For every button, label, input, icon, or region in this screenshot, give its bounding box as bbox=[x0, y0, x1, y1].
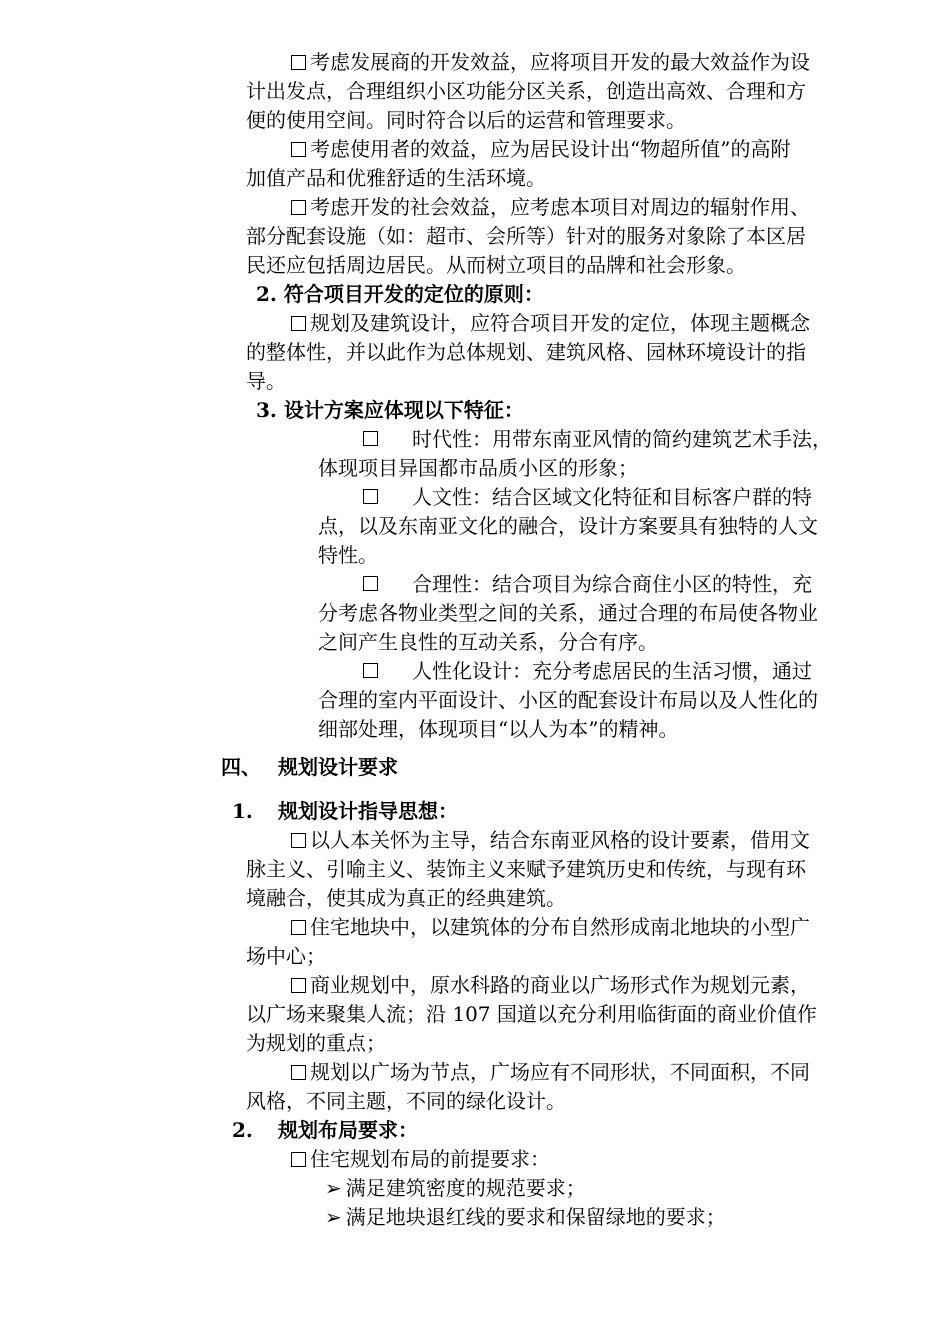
checkbox-square-icon bbox=[363, 431, 378, 446]
subsection-number: 2. bbox=[232, 1118, 253, 1142]
paragraph-line: 导。 bbox=[246, 369, 286, 393]
paragraph-line: 风格，不同主题，不同的绿化设计。 bbox=[246, 1089, 566, 1113]
paragraph-line: 加值产品和优雅舒适的生活环境。 bbox=[246, 166, 546, 190]
chapter-title: 规划设计要求 bbox=[278, 755, 398, 779]
paragraph-line: 住宅规划布局的前提要求： bbox=[291, 1145, 550, 1174]
paragraph-line: 住宅地块中，以建筑体的分布自然形成南北地块的小型广 bbox=[291, 913, 810, 942]
list-item-line: 时代性：用带东南亚风情的简约建筑艺术手法， bbox=[412, 427, 832, 451]
list-item-line: 细部处理，体现项目“以人为本”的精神。 bbox=[318, 717, 679, 741]
checkbox-square-icon bbox=[291, 1065, 306, 1080]
paragraph-line: 商业规划中，原水科路的商业以广场形式作为规划元素， bbox=[291, 971, 810, 1000]
arrow-bullet-icon: ➢ bbox=[325, 1176, 342, 1200]
checkbox-square-icon bbox=[363, 663, 378, 678]
section-heading: 3. 设计方案应体现以下特征： bbox=[256, 398, 524, 422]
paragraph-line: 计出发点，合理组织小区功能分区关系，创造出高效、合理和方 bbox=[246, 79, 806, 103]
list-item-line: 分考虑各物业类型之间的关系，通过合理的布局使各物业 bbox=[318, 601, 818, 625]
paragraph-line: 为规划的重点； bbox=[246, 1031, 386, 1055]
paragraph-line: 规划以广场为节点，广场应有不同形状，不同面积，不同 bbox=[291, 1058, 810, 1087]
list-item-line: 人文性：结合区域文化特征和目标客户群的特 bbox=[412, 485, 812, 509]
checkbox-square-icon bbox=[291, 1152, 306, 1167]
checkbox-square-icon bbox=[291, 978, 306, 993]
checkbox-square-icon bbox=[363, 489, 378, 504]
list-item-line: 人性化设计：充分考虑居民的生活习惯，通过 bbox=[412, 659, 812, 683]
paragraph-line: 考虑发展商的开发效益，应将项目开发的最大效益作为设 bbox=[291, 48, 810, 77]
list-item-line: ➢ 满足建筑密度的规范要求； bbox=[325, 1174, 586, 1203]
paragraph-line: 民还应包括周边居民。从而树立项目的品牌和社会形象。 bbox=[246, 253, 746, 277]
arrow-bullet-icon: ➢ bbox=[325, 1205, 342, 1229]
paragraph-line: 以广场来聚集人流；沿 107 国道以充分利用临街面的商业价值作 bbox=[246, 1002, 817, 1026]
checkbox-square-icon bbox=[291, 316, 306, 331]
subsection-number: 1. bbox=[232, 799, 253, 823]
paragraph-line: 便的使用空间。同时符合以后的运营和管理要求。 bbox=[246, 108, 686, 132]
subsection-title: 规划布局要求： bbox=[278, 1118, 418, 1142]
checkbox-square-icon bbox=[363, 576, 378, 591]
checkbox-square-icon bbox=[291, 920, 306, 935]
paragraph-line: 的整体性，并以此作为总体规划、建筑风格、园林环境设计的指 bbox=[246, 340, 806, 364]
paragraph-line: 以人本关怀为主导，结合东南亚风格的设计要素，借用文 bbox=[291, 826, 810, 855]
paragraph-line: 境融合，使其成为真正的经典建筑。 bbox=[246, 886, 566, 910]
list-item-line: 合理性：结合项目为综合商住小区的特性，充 bbox=[412, 572, 812, 596]
paragraph-line: 考虑开发的社会效益，应考虑本项目对周边的辐射作用、 bbox=[291, 193, 810, 222]
list-item-line: 特性。 bbox=[318, 543, 378, 567]
checkbox-square-icon bbox=[291, 200, 306, 215]
paragraph-line: 脉主义、引喻主义、装饰主义来赋予建筑历史和传统，与现有环 bbox=[246, 857, 806, 881]
chapter-number: 四、 bbox=[221, 755, 261, 779]
list-item-line: 之间产生良性的互动关系，分合有序。 bbox=[318, 630, 658, 654]
subsection-title: 规划设计指导思想： bbox=[278, 799, 458, 823]
list-item-line: ➢ 满足地块退红线的要求和保留绿地的要求； bbox=[325, 1203, 726, 1232]
list-item-line: 合理的室内平面设计、小区的配套设计布局以及人性化的 bbox=[318, 688, 818, 712]
paragraph-line: 场中心； bbox=[246, 944, 326, 968]
list-item-line: 点，以及东南亚文化的融合，设计方案要具有独特的人文 bbox=[318, 514, 818, 538]
list-item-line: 体现项目异国都市品质小区的形象； bbox=[318, 456, 638, 480]
checkbox-square-icon bbox=[291, 55, 306, 70]
checkbox-square-icon bbox=[291, 142, 306, 157]
paragraph-line: 规划及建筑设计，应符合项目开发的定位，体现主题概念 bbox=[291, 309, 810, 338]
checkbox-square-icon bbox=[291, 833, 306, 848]
section-heading: 2. 符合项目开发的定位的原则： bbox=[256, 282, 544, 306]
paragraph-line: 考虑使用者的效益，应为居民设计出“物超所值”的高附 bbox=[291, 135, 790, 164]
paragraph-line: 部分配套设施（如：超市、会所等）针对的服务对象除了本区居 bbox=[246, 224, 806, 248]
